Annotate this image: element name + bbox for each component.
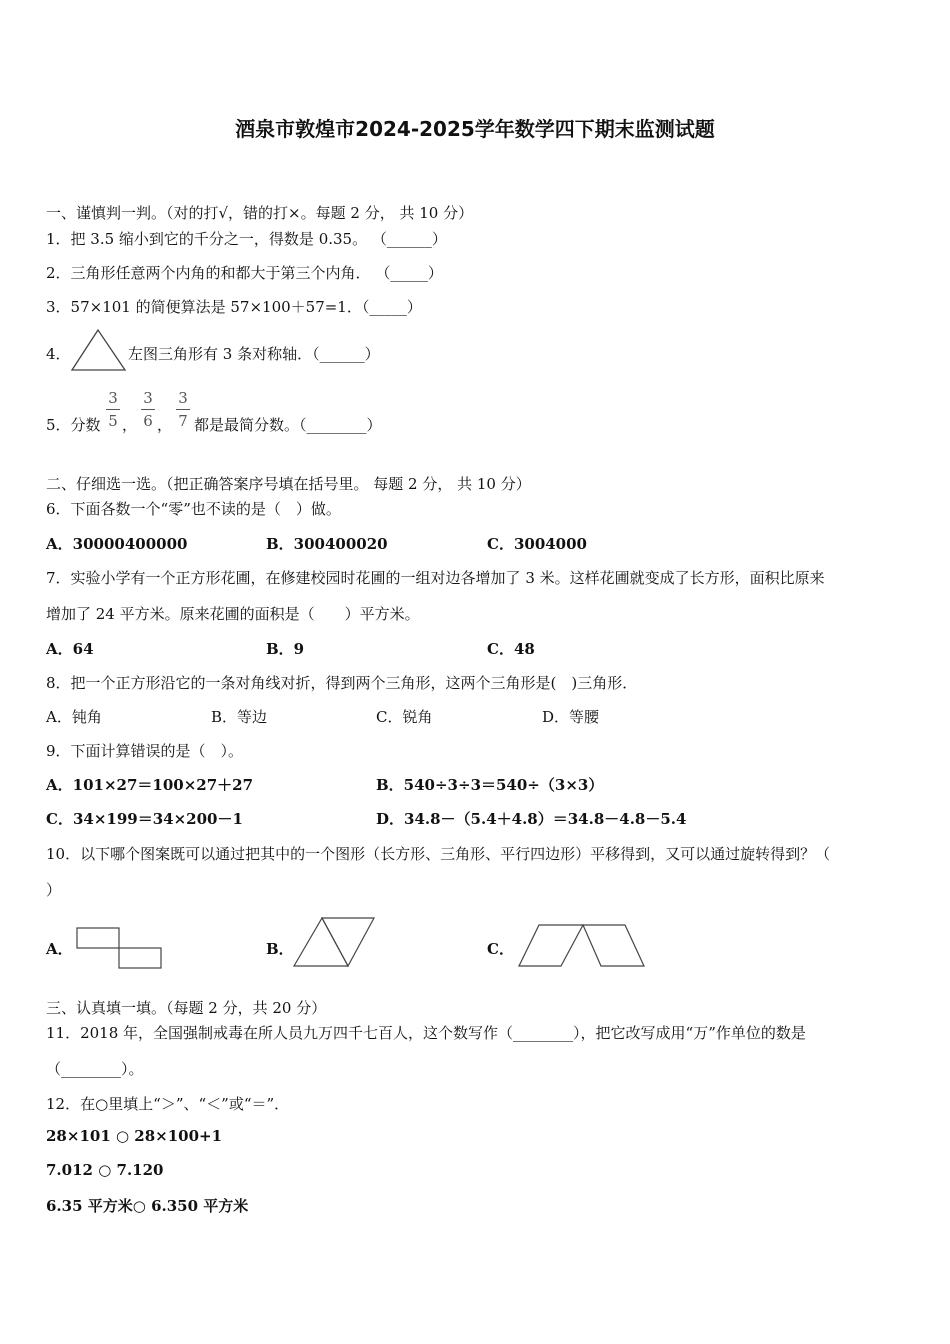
- q12-item-1: 28×101 ○ 28×100+1: [46, 1127, 223, 1145]
- fraction-2-numerator: 3: [143, 389, 153, 407]
- question-4-text: 左图三角形有 3 条对称轴．（______）: [128, 345, 380, 363]
- question-8: 8．把一个正方形沿它的一条对角线对折，得到两个三角形，这两个三角形是( )三角形．: [46, 674, 638, 692]
- question-6: 6．下面各数一个“零”也不读的是（ ）做。: [46, 500, 341, 518]
- q10-option-c-figure: [517, 922, 647, 970]
- question-10-line1: 10．以下哪个图案既可以通过把其中的一个图形（长方形、三角形、平行四边形）平移得到，又可以通过旋转得到？（: [46, 845, 831, 863]
- q8-option-a: A．钝角: [46, 708, 102, 726]
- section2-heading: 二、仔细选一选。（把正确答案序号填在括号里。 每题 2 分， 共 10 分）: [46, 475, 531, 493]
- q7-option-c: C．48: [487, 640, 535, 658]
- q8-option-d: D．等腰: [542, 708, 600, 726]
- q6-option-c: C．3004000: [487, 535, 587, 553]
- q6-option-a: A．30000400000: [46, 535, 188, 553]
- q8-option-c: C．锐角: [376, 708, 433, 726]
- question-5-number: 5．分数: [46, 416, 101, 434]
- fraction-1-numerator: 3: [108, 389, 118, 407]
- q6-option-b: B．300400020: [266, 535, 388, 553]
- question-10-line2: ）: [46, 881, 62, 899]
- fraction-3-denominator: 7: [178, 412, 188, 430]
- fraction-3: [176, 389, 190, 430]
- fraction-1-denominator: 5: [108, 412, 118, 430]
- question-5-text: 都是最简分数。（________）: [194, 416, 382, 434]
- page-title: 酒泉市敦煌市2024-2025学年数学四下期末监测试题: [235, 117, 715, 141]
- question-7-line1: 7．实验小学有一个正方形花圃，在修建校园时花圃的一组对边各增加了 3 米。这样花圃就变成了长方形，面积比原来: [46, 569, 825, 587]
- q10-option-c-label: C．: [487, 940, 514, 958]
- q10-option-a-label: A．: [46, 940, 73, 958]
- fraction-1: [106, 389, 120, 430]
- q9-option-a: A．101×27＝100×27＋27: [46, 776, 254, 794]
- q7-option-b: B．9: [266, 640, 305, 658]
- question-12: 12．在○里填上“＞”、“＜”或“＝”．: [46, 1095, 290, 1113]
- question-4-number: 4．: [46, 345, 71, 363]
- q10-option-a-figure: [76, 926, 164, 972]
- question-1: 1．把 3.5 缩小到它的千分之一，得数是 0.35。 （______）: [46, 230, 447, 248]
- q10-option-b-figure: [292, 916, 378, 970]
- question-11-line1: 11．2018 年，全国强制戒毒在所人员九万四千七百人，这个数写作（________），把它改写成用“万”作单位的数是: [46, 1024, 806, 1042]
- q12-item-2: 7.012 ○ 7.120: [46, 1161, 164, 1179]
- question-3: 3．57×101 的简便算法是 57×100＋57=1．（_____）: [46, 298, 422, 316]
- q9-option-c: C．34×199＝34×200－1: [46, 810, 243, 828]
- section1-heading: 一、谨慎判一判。（对的打√，错的打×。每题 2 分， 共 10 分）: [46, 204, 474, 222]
- q12-item-3: 6.35 平方米○ 6.350 平方米: [46, 1197, 249, 1215]
- q9-option-b: B．540÷3÷3＝540÷（3×3）: [376, 776, 604, 794]
- triangle-figure: [70, 327, 128, 373]
- section3-heading: 三、认真填一填。（每题 2 分，共 20 分）: [46, 999, 327, 1017]
- q7-option-a: A．64: [46, 640, 94, 658]
- q9-option-d: D．34.8－（5.4＋4.8）＝34.8－4.8－5.4: [376, 810, 687, 828]
- fraction-2: [141, 389, 155, 430]
- fraction-3-numerator: 3: [178, 389, 188, 407]
- fraction-2-denominator: 6: [143, 412, 153, 430]
- fraction-separator-2: ，: [157, 416, 173, 434]
- question-7-line2: 增加了 24 平方米。原来花圃的面积是（ ）平方米。: [46, 605, 420, 623]
- question-2: 2．三角形任意两个内角的和都大于第三个内角． （_____）: [46, 264, 443, 282]
- fraction-separator-1: ，: [122, 416, 138, 434]
- q8-option-b: B．等边: [211, 708, 268, 726]
- question-9: 9．下面计算错误的是（ ）。: [46, 742, 244, 760]
- q10-option-b-label: B．: [266, 940, 294, 958]
- question-11-line2: （________）。: [46, 1060, 144, 1078]
